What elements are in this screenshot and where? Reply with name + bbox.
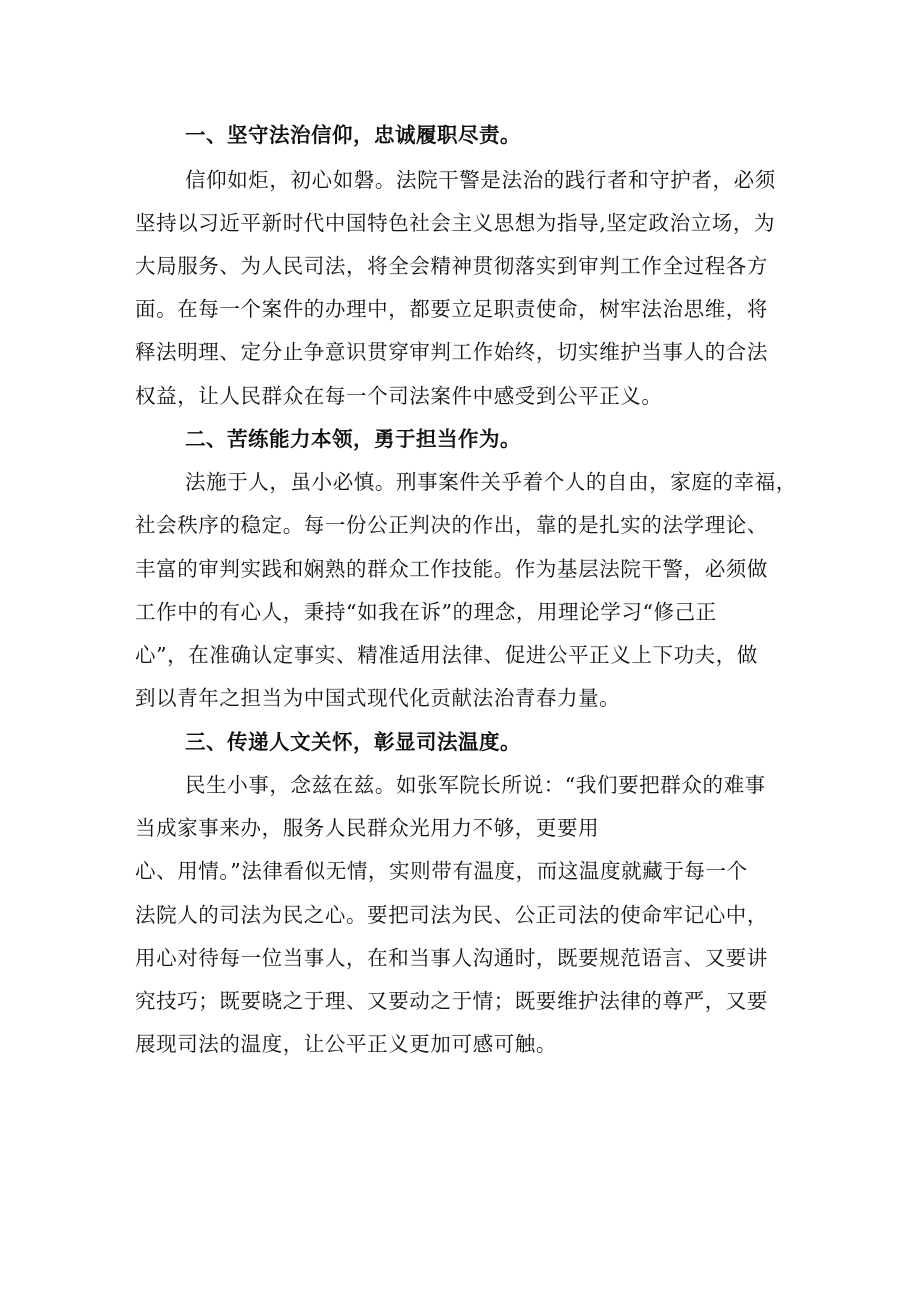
section-heading-2: 二、苦练能力本领，勇于担当作为。	[185, 427, 521, 451]
paragraph-line: 坚持以习近平新时代中国特色社会主义思想为指导,坚定政治立场，为	[135, 211, 776, 235]
paragraph-line: 当成家事来办，服务人民群众光用力不够，更要用	[135, 816, 600, 840]
section-heading-3: 三、传递人文关怀，彰显司法温度。	[185, 730, 521, 754]
paragraph-line: 社会秩序的稳定。每一份公正判决的作出，靠的是扎实的法学理论、	[135, 513, 768, 537]
paragraph-line: 心、用情。”法律看似无情，实则带有温度，而这温度就藏于每一个	[135, 859, 748, 883]
paragraph-line: 工作中的有心人，秉持“如我在诉”的理念，用理论学习“修己正	[135, 600, 717, 624]
paragraph-line: 法院人的司法为民之心。要把司法为民、公正司法的使命牢记心中，	[135, 903, 768, 927]
paragraph-line: 法施于人，虽小必慎。刑事案件关乎着个人的自由，家庭的幸福，	[185, 470, 797, 494]
paragraph-line: 展现司法的温度，让公平正义更加可感可触。	[135, 1032, 557, 1056]
paragraph-line: 究技巧；既要晓之于理、又要动之于情；既要维护法律的尊严，又要	[135, 989, 768, 1013]
paragraph-line: 民生小事，念兹在兹。如张军院长所说：“我们要把群众的难事	[185, 773, 766, 797]
paragraph-line: 心”，在准确认定事实、精准适用法律、促进公平正义上下功夫，做	[135, 643, 758, 667]
paragraph-line: 丰富的审判实践和娴熟的群众工作技能。作为基层法院干警，必须做	[135, 557, 768, 581]
paragraph-line: 用心对待每一位当事人，在和当事人沟通时，既要规范语言、又要讲	[135, 946, 768, 970]
paragraph-line: 面。在每一个案件的办理中，都要立足职责使命，树牢法治思维，将	[135, 297, 768, 321]
paragraph-line: 到以青年之担当为中国式现代化贡献法治青春力量。	[135, 686, 621, 710]
paragraph-line: 释法明理、定分止争意识贯穿审判工作始终，切实维护当事人的合法	[135, 340, 768, 364]
paragraph-line: 权益，让人民群众在每一个司法案件中感受到公平正义。	[135, 384, 663, 408]
paragraph-line: 大局服务、为人民司法，将全会精神贯彻落实到审判工作全过程各方	[135, 254, 768, 278]
paragraph-line: 信仰如炬，初心如磐。法院干警是法治的践行者和守护者，必须	[185, 168, 776, 192]
section-heading-1: 一、坚守法治信仰，忠诚履职尽责。	[185, 123, 521, 147]
